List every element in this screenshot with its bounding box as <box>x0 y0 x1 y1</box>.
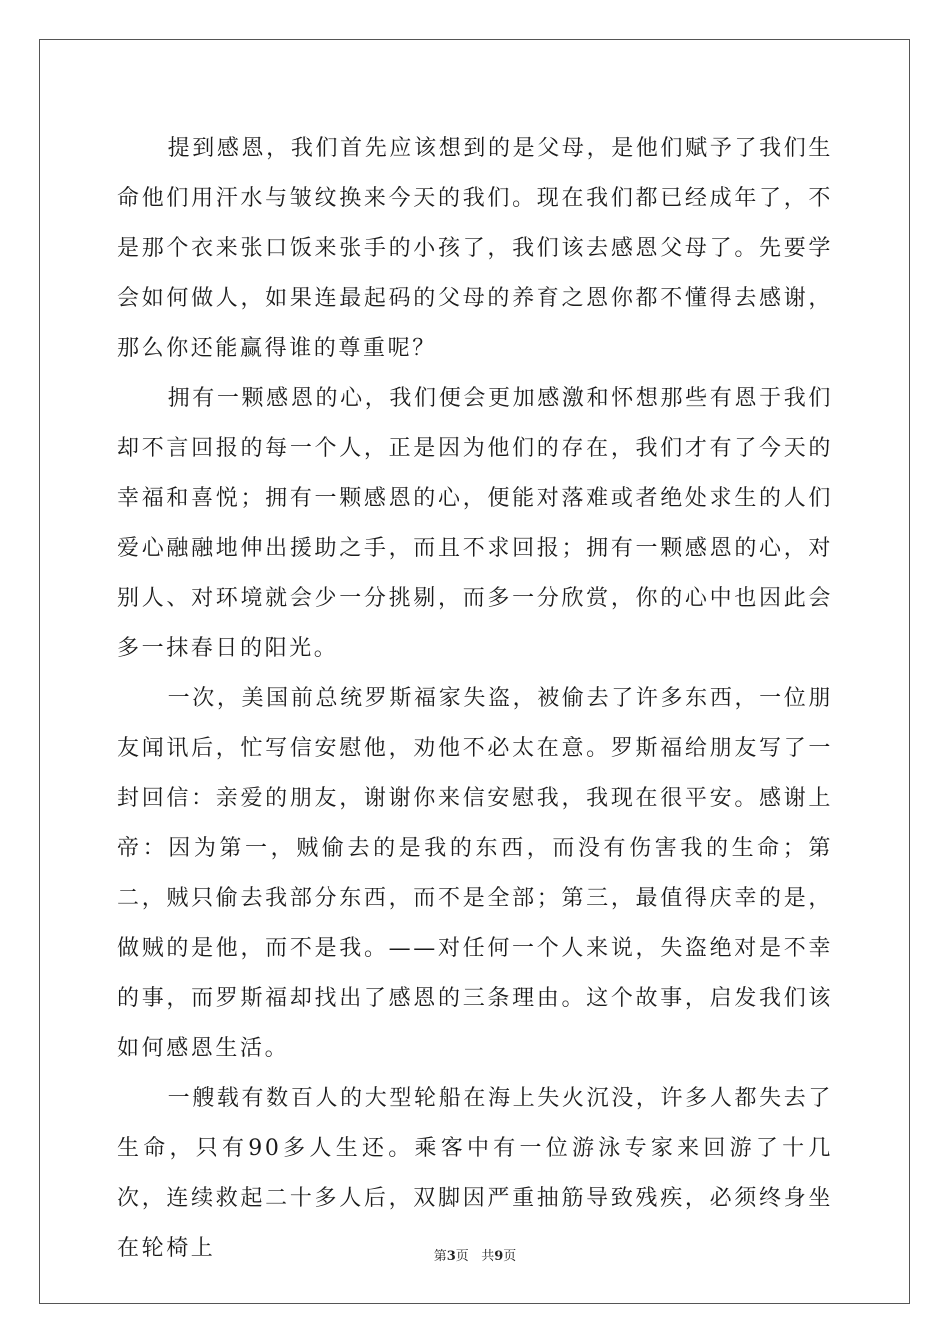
total-pages: 9 <box>494 1249 504 1264</box>
page-footer <box>0 1245 950 1264</box>
paragraph-1: 提到感恩，我们首先应该想到的是父母，是他们赋予了我们生命他们用汗水与皱纹换来今天的我们。现在我们都已经成年了，不是那个衣来张口饭来张手的小孩了，我们该去感恩父母了。先要学会如何做人，如果连最起码的父母的养育之恩你都不懂得去感谢，那么你还能赢得谁的尊重呢？ <box>117 136 833 361</box>
page-suffix: 页 <box>455 1249 469 1264</box>
paragraph-2: 拥有一颗感恩的心，我们便会更加感激和怀想那些有恩于我们却不言回报的每一个人，正是因为他们的存在，我们才有了今天的幸福和喜悦；拥有一颗感恩的心，便能对落难或者绝处求生的人们爱心融融地伸出援助之手，而且不求回报；拥有一颗感恩的心，对别人、对环境就会少一分挑剔，而多一分欣赏，你的心中也因此会多一抹春日的阳光。 <box>117 386 833 661</box>
total-prefix: 共 <box>481 1249 495 1264</box>
paragraph-3: 一次，美国前总统罗斯福家失盗，被偷去了许多东西，一位朋友闻讯后，忙写信安慰他，劝他不必太在意。罗斯福给朋友写了一封回信：亲爱的朋友，谢谢你来信安慰我，我现在很平安。感谢上帝：因为第一，贼偷去的是我的东西，而没有伤害我的生命；第二，贼只偷去我部分东西，而不是全部；第三，最值得庆幸的是，做贼的是他，而不是我。——对任何一个人来说，失盗绝对是不幸的事，而罗斯福却找出了感恩的三条理由。这个故事，启发我们该如何感恩生活。 <box>117 686 833 1061</box>
document-body <box>117 124 833 1274</box>
page-number: 3 <box>446 1249 456 1264</box>
paragraph-4: 一艘载有数百人的大型轮船在海上失火沉没，许多人都失去了生命，只有90多人生还。乘客中有一位游泳专家来回游了十几次，连续救起二十多人后，双脚因严重抽筋导致残疾，必须终身坐在轮椅上 <box>117 1086 833 1261</box>
page-prefix: 第 <box>433 1249 447 1264</box>
total-suffix: 页 <box>503 1249 517 1264</box>
